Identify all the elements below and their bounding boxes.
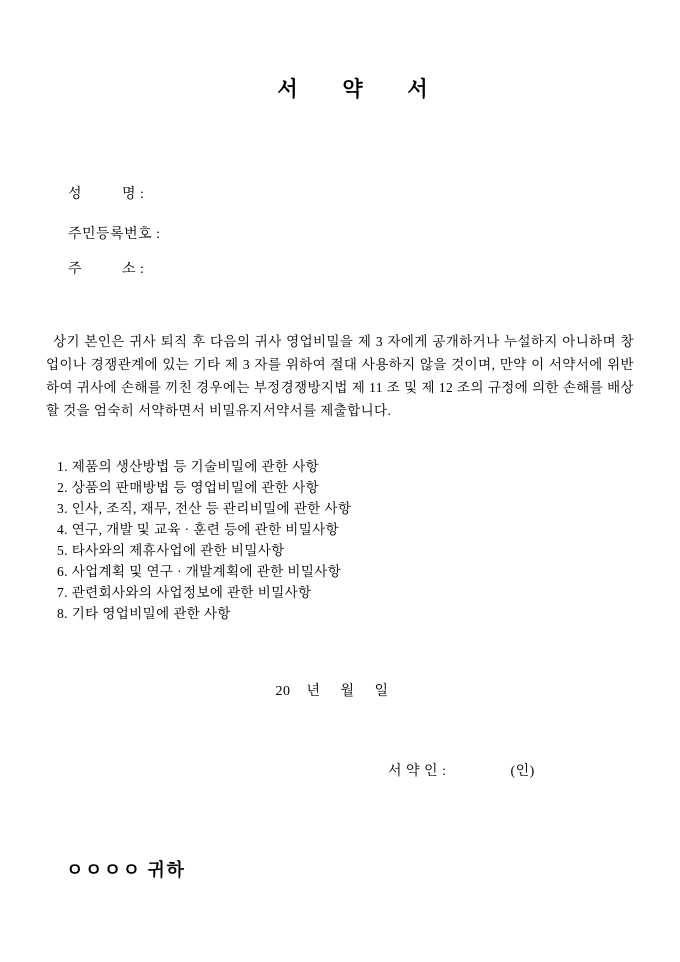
list-item: 5. 타사와의 제휴사업에 관한 비밀사항 bbox=[57, 543, 285, 558]
list-item: 1. 제품의 생산방법 등 기술비밀에 관한 사항 bbox=[57, 459, 320, 474]
pledge-body-paragraph: 상기 본인은 귀사 퇴직 후 다음의 귀사 영업비밀을 제 3 자에게 공개하거나 누설하지 아니하며 창업이나 경쟁관계에 있는 기타 제 3 자를 위하여 절대 사용하지 않을 것이며, 만약 이 서약서에 위반하여 귀사에 손해를 끼친 경우에는 부정경쟁방지법 제 11 조 및 제 12 조의 규정에 의한 손해를 배상할 것을 엄숙히 서약하면서 비밀유지서약서를 제출합니다. bbox=[46, 334, 634, 418]
resident-registration-number-field-label: 주민등록번호 : bbox=[68, 227, 161, 242]
list-item: 3. 인사, 조직, 재무, 전산 등 관리비밀에 관한 사항 bbox=[57, 501, 352, 516]
address-field-label: 주 소 : bbox=[68, 262, 145, 277]
list-item: 6. 사업계획 및 연구 · 개발계획에 관한 비밀사항 bbox=[57, 564, 342, 579]
document-title: 서 약 서 bbox=[277, 77, 429, 101]
recipient-line: ㅇㅇㅇㅇ 귀하 bbox=[66, 860, 186, 880]
date-line: 20 년 월 일 bbox=[275, 684, 389, 699]
list-item: 2. 상품의 판매방법 등 영업비밀에 관한 사항 bbox=[57, 480, 320, 495]
list-item: 8. 기타 영업비밀에 관한 사항 bbox=[57, 606, 231, 621]
list-item: 7. 관련회사와의 사업정보에 관한 비밀사항 bbox=[57, 585, 312, 600]
name-field-label: 성 명 : bbox=[68, 187, 145, 202]
signer-signature-line: 서 약 인 : (인) bbox=[388, 764, 535, 779]
confidential-items-list bbox=[57, 456, 351, 624]
list-item: 4. 연구, 개발 및 교육 · 훈련 등에 관한 비밀사항 bbox=[57, 522, 340, 537]
